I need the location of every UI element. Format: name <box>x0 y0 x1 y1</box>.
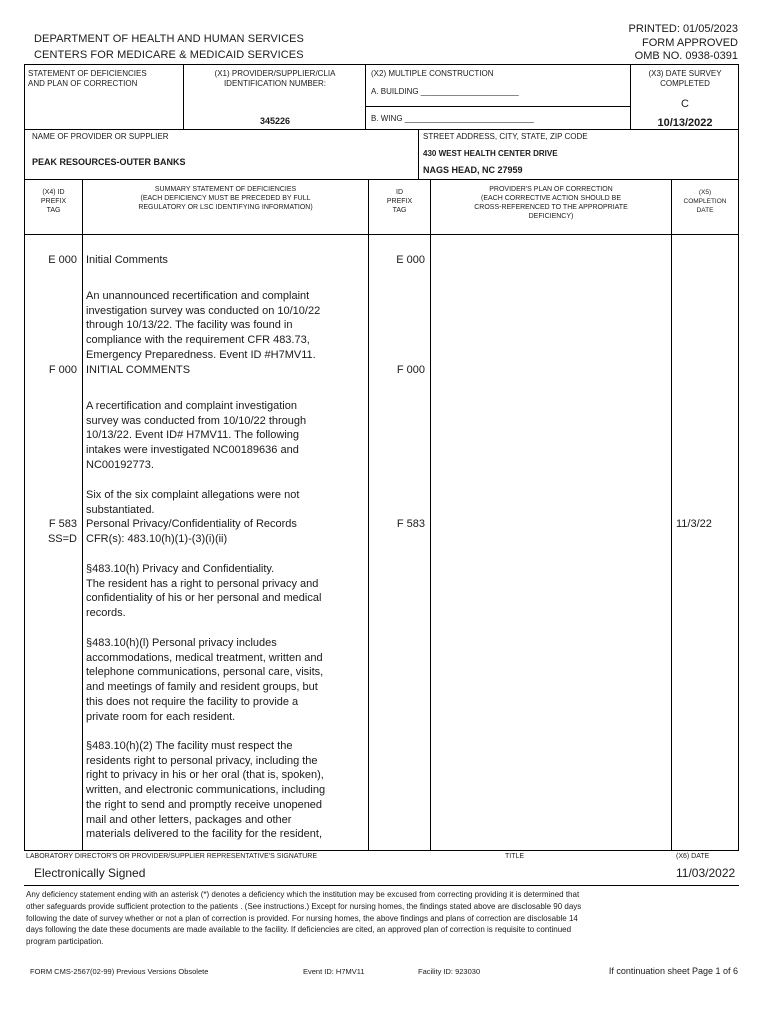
printed-date: PRINTED: 01/05/2023 <box>628 23 738 35</box>
disclaimer-text: Any deficiency statement ending with an asterisk (*) denotes a deficiency which the institution may be excused from correcting providing it is determined that other safeguards provide sufficient protection to the patients . (See instructions.) Except for nursing homes, the findings stated above are disclosable 90 days following the date of survey whether or not a plan of correction is provided. For nursing homes, the above findings and plans of correction are disclosable 14 days following the date these documents are made available to the facility. If deficiencies are cited, an approved plan of correction is requisite to continued program participation. <box>26 890 582 947</box>
f583-paragraph-2: §483.10(h)(l) Personal privacy includes accommodations, medical treatment, written and telephone communications, personal care, visits, and meetings of family and resident groups, but this does not require the facility to provide a private room for each resident. <box>86 637 324 723</box>
omb-number: OMB NO. 0938-0391 <box>634 50 738 62</box>
frame-right <box>738 64 739 850</box>
tag-f583-ss: SS=D <box>47 533 77 545</box>
x1-label: (X1) PROVIDER/SUPPLIER/CLIA IDENTIFICATION NUMBER: <box>214 69 336 88</box>
x3-label: (X3) DATE SURVEY COMPLETED <box>648 69 722 88</box>
f583-cfr: CFR(s): 483.10(h)(1)-(3)(i)(ii) <box>86 533 228 545</box>
col-x5-header: (X5) COMPLETION DATE <box>683 189 727 214</box>
col-summary-header: SUMMARY STATEMENT OF DEFICIENCIES (EACH DEFICIENCY MUST BE PRECEDED BY FULL REGULATORY OR LSC IDENTIFYING INFORMATION) <box>138 186 313 211</box>
f583-completion-date: 11/3/22 <box>676 518 712 530</box>
e000-title: Initial Comments <box>86 254 168 266</box>
survey-code: C <box>681 98 689 110</box>
tag-f583-right: F 583 <box>396 518 425 530</box>
f000-title: INITIAL COMMENTS <box>86 364 191 376</box>
col-id-header: ID PREFIX TAG <box>386 189 413 214</box>
agency-title: CENTERS FOR MEDICARE & MEDICAID SERVICES <box>34 49 304 61</box>
director-signature-label: LABORATORY DIRECTOR'S OR PROVIDER/SUPPLIER REPRESENTATIVE'S SIGNATURE <box>26 853 318 860</box>
footer-page-number: If continuation sheet Page 1 of 6 <box>608 966 738 976</box>
department-title: DEPARTMENT OF HEALTH AND HUMAN SERVICES <box>34 33 304 45</box>
provider-id: 345226 <box>259 116 291 126</box>
f000-text-2: Six of the six complaint allegations were not substantiated. <box>86 489 300 516</box>
city-state-zip: NAGS HEAD, NC 27959 <box>423 165 523 175</box>
provider-name: PEAK RESOURCES-OUTER BANKS <box>32 157 186 167</box>
building-label: A. BUILDING ______________________ <box>371 87 519 96</box>
title-label: TITLE <box>505 853 525 860</box>
f583-title: Personal Privacy/Confidentiality of Records <box>86 518 297 530</box>
street-address: 430 WEST HEALTH CENTER DRIVE <box>423 149 558 158</box>
col-plan-header: PROVIDER'S PLAN OF CORRECTION (EACH CORRECTIVE ACTION SHOULD BE CROSS-REFERENCED TO THE APPROPRIATE DEFICIENCY) <box>474 186 628 220</box>
electronic-signature: Electronically Signed <box>34 866 146 880</box>
address-label: STREET ADDRESS, CITY, STATE, ZIP CODE <box>423 132 588 141</box>
footer-event-id: Event ID: H7MV11 <box>303 967 365 976</box>
signature-date-label: (X6) DATE <box>676 853 710 860</box>
tag-f000-right: F 000 <box>396 364 425 376</box>
footer-form-number: FORM CMS-2567(02-99) Previous Versions Obsolete <box>30 967 209 976</box>
tag-e000-right: E 000 <box>396 254 425 266</box>
statement-label: STATEMENT OF DEFICIENCIES AND PLAN OF CORRECTION <box>28 69 147 88</box>
col-x4-header: (X4) ID PREFIX TAG <box>40 189 67 214</box>
signature-date: 11/03/2022 <box>676 866 736 880</box>
frame-top <box>24 64 739 65</box>
e000-text: An unannounced recertification and complaint investigation survey was conducted on 10/10/22 through 10/13/22. The facility was found in compliance with the requirement CFR 483.73, Emergency Preparedness. Event ID #H7MV11. <box>86 290 321 361</box>
form-approved: FORM APPROVED <box>642 37 738 49</box>
f583-paragraph-3: §483.10(h)(2) The facility must respect the residents right to personal privacy, including the right to privacy in his or her oral (that is, spoken), written, and electronic communications, including the right to send and promptly receive unopened mail and other letters, packages and other materials delivered to the facility for the resident, <box>86 740 326 841</box>
footer-facility-id: Facility ID: 923030 <box>418 967 481 976</box>
tag-f000-left: F 000 <box>48 364 77 376</box>
survey-date: 10/13/2022 <box>657 117 713 129</box>
frame-left <box>24 64 25 850</box>
provider-name-label: NAME OF PROVIDER OR SUPPLIER <box>32 132 169 141</box>
tag-f583-left: F 583 <box>48 518 77 530</box>
x2-label: (X2) MULTIPLE CONSTRUCTION <box>371 69 494 78</box>
f583-paragraph-1: §483.10(h) Privacy and Confidentiality. The resident has a right to personal privacy and confidentiality of his or her personal and medical records. <box>86 563 322 620</box>
f000-text: A recertification and complaint investigation survey was conducted from 10/10/22 through 10/13/22. Event ID# H7MV11. The following intakes were investigated NC00189636 and NC00192773. <box>86 400 307 471</box>
wing-label: B. WING _____________________________ <box>371 114 534 123</box>
tag-e000-left: E 000 <box>48 254 77 266</box>
